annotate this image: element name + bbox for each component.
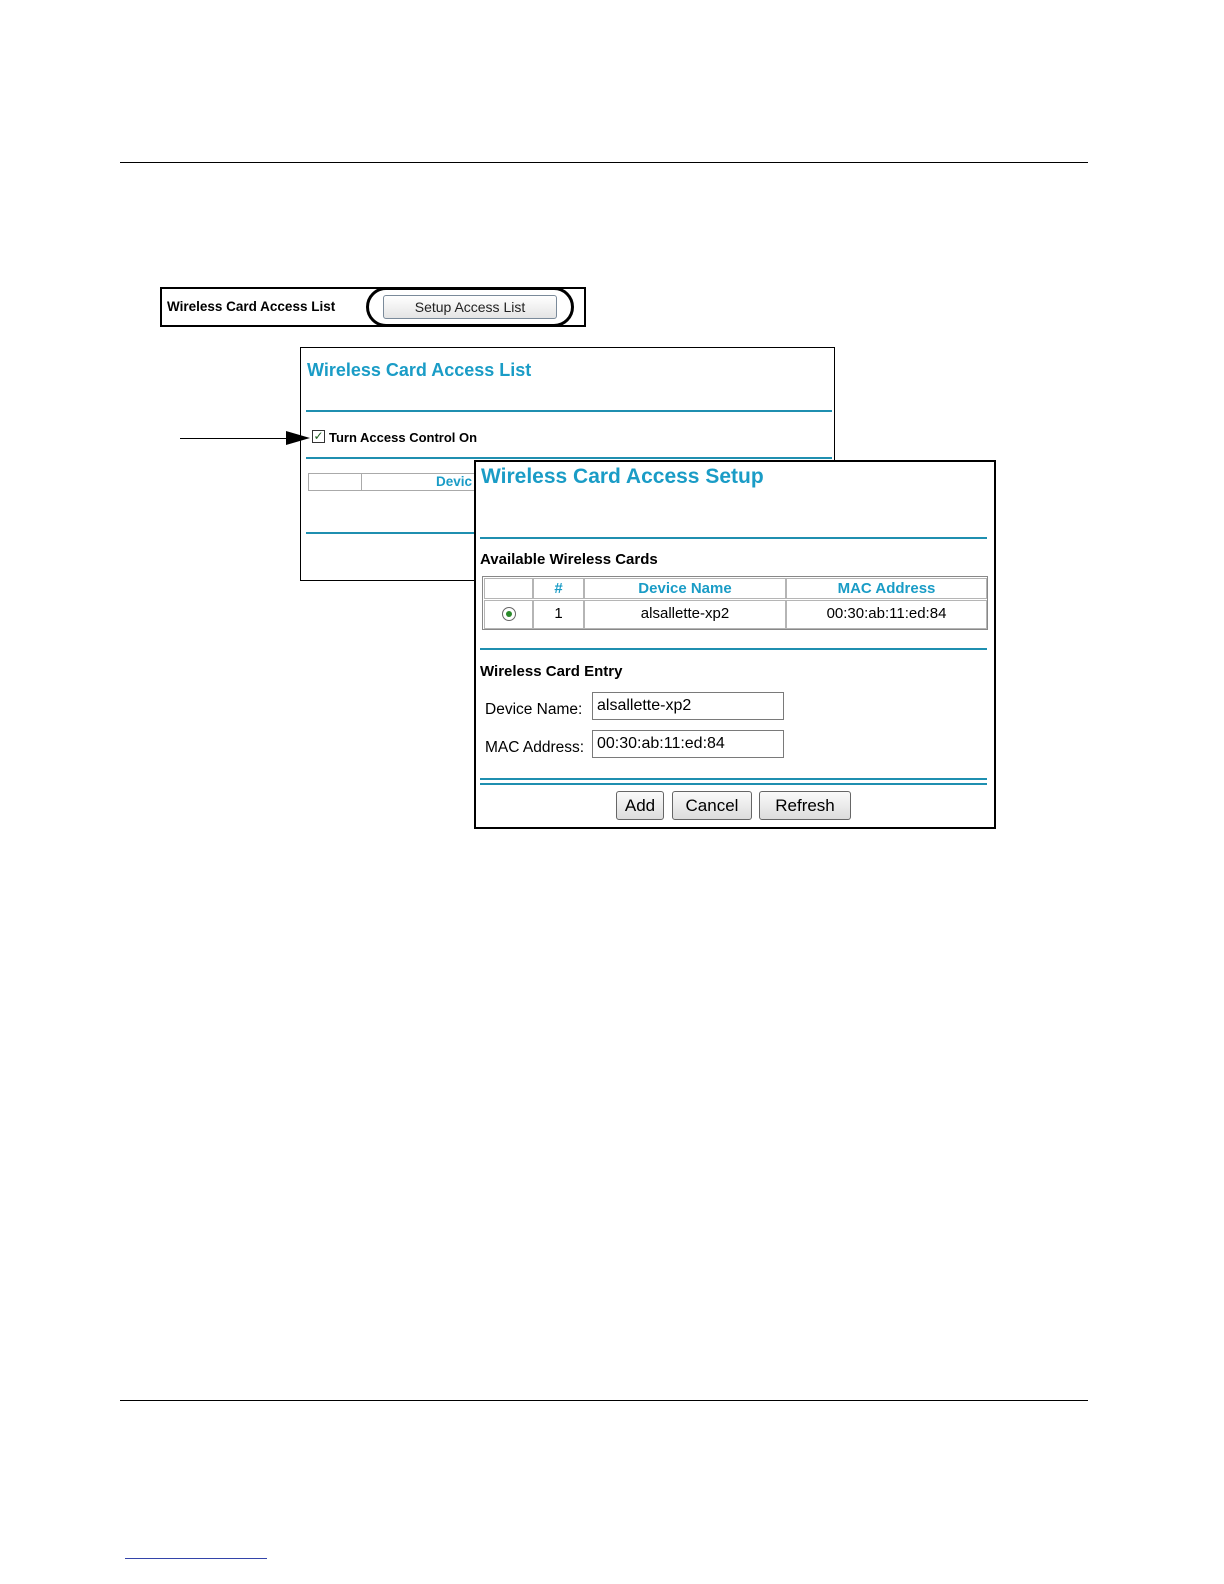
refresh-button[interactable]: Refresh — [759, 791, 851, 820]
access-setup-panel — [474, 460, 996, 829]
table-cell: 00:30:ab:11:ed:84 — [786, 600, 987, 629]
page-bottom-rule — [120, 1400, 1088, 1401]
column-header — [484, 578, 533, 599]
access-setup-title: Wireless Card Access Setup — [481, 465, 764, 488]
table-row — [484, 600, 533, 629]
available-cards-label: Available Wireless Cards — [480, 551, 658, 568]
mac-address-input[interactable] — [592, 730, 784, 758]
available-cards-table — [482, 576, 988, 630]
divider — [480, 783, 987, 785]
page-top-rule — [120, 162, 1088, 163]
table-cell: alsallette-xp2 — [584, 600, 786, 629]
column-header: MAC Address — [786, 578, 987, 599]
card-select-radio[interactable] — [502, 607, 516, 621]
divider — [480, 648, 987, 650]
arrow-head-icon — [286, 431, 310, 445]
highlight-oval — [366, 287, 574, 327]
device-name-label: Device Name: — [485, 701, 583, 718]
divider — [480, 778, 987, 780]
access-list-title: Wireless Card Access List — [307, 360, 532, 380]
add-button[interactable]: Add — [616, 791, 664, 820]
pointer-arrow-line — [180, 438, 290, 439]
mac-address-label: MAC Address: — [485, 739, 585, 756]
card-entry-label: Wireless Card Entry — [480, 663, 623, 680]
column-header: # — [533, 578, 584, 599]
divider — [480, 537, 987, 539]
footer-link-underline — [125, 1558, 267, 1559]
access-control-label: Turn Access Control On — [329, 430, 478, 445]
divider — [306, 410, 832, 412]
divider — [306, 457, 832, 459]
table-cell: 1 — [533, 600, 584, 629]
cancel-button[interactable]: Cancel — [672, 791, 752, 820]
device-name-input[interactable] — [592, 692, 784, 720]
setup-access-list-button[interactable]: Setup Access List — [383, 295, 557, 319]
access-list-strip — [160, 287, 586, 327]
access-control-checkbox[interactable]: ✓ — [313, 429, 324, 443]
strip-label: Wireless Card Access List — [167, 299, 336, 314]
column-header: Device Name — [584, 578, 786, 599]
device-column-header: Devic — [436, 474, 473, 489]
